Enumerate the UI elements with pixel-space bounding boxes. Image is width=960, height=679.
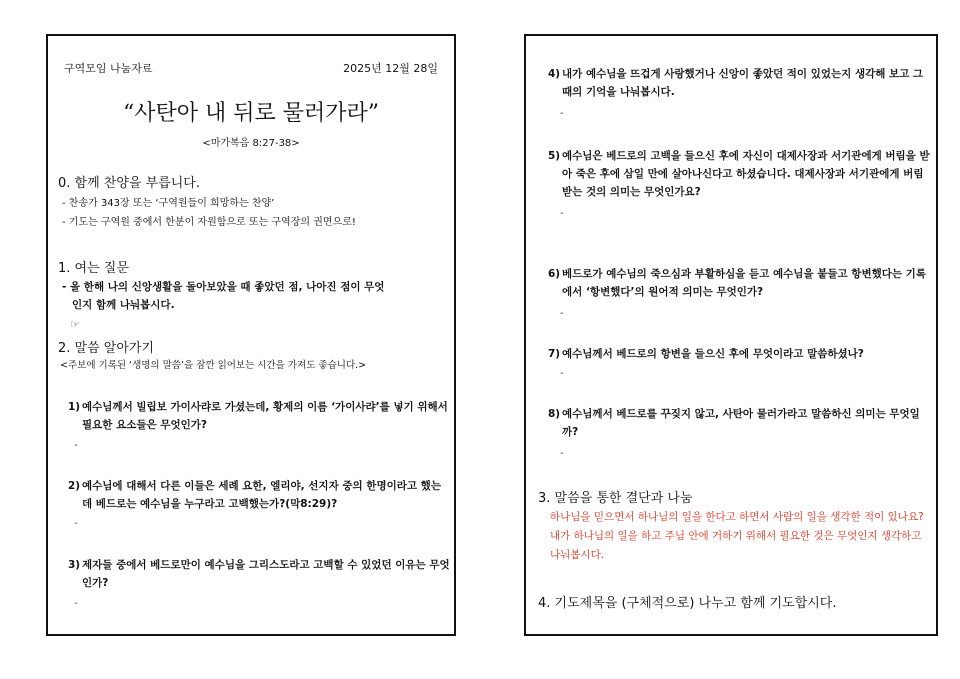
section2-heading: 2. 말씀 알아가기 (58, 341, 155, 356)
question-text: 예수님은 베드로의 고백을 들으신 후에 자신이 대제사장과 서기관에게 버림을 받아 죽은 후에 삼일 만에 살아나신다고 하셨습니다. 대제사장과 서기관에게 버림받는 것의 의미는 무엇인가요? (562, 150, 930, 198)
scripture-reference: <마가복음 8:27-38> (202, 138, 300, 149)
page-title: “사탄아 내 뒤로 물러가라” (123, 101, 379, 126)
question-6 (548, 265, 932, 301)
section1-line-2: 인지 함께 나눠봅시다. (72, 299, 175, 311)
question-4 (548, 65, 932, 101)
question-text: 베드로가 예수님의 죽으심과 부활하심을 듣고 예수님을 붙들고 항변했다는 기록에서 ‘항변했다’의 원어적 의미는 무엇인가? (562, 268, 926, 298)
answer-line: - (560, 448, 564, 459)
question-8 (548, 405, 932, 441)
section4-heading: 4. 기도제목을 (구체적으로) 나누고 함께 기도합시다. (538, 596, 837, 611)
question-number: 2) (68, 480, 81, 492)
question-number: 1) (68, 401, 81, 413)
question-1 (68, 398, 450, 434)
question-number: 8) (548, 408, 561, 420)
answer-line: - (560, 368, 564, 379)
answer-line: - (560, 308, 564, 319)
section1-line-1: - 올 한해 나의 신앙생활을 돌아보았을 때 좋았던 점, 나아진 점이 무엇 (62, 281, 385, 293)
question-number: 5) (548, 150, 561, 162)
section2-note: <주보에 기록된 ‘생명의 말씀’을 잠깐 읽어보는 시간을 가져도 좋습니다.> (60, 360, 367, 371)
question-number: 7) (548, 348, 561, 360)
question-text: 예수님께서 베드로를 꾸짖지 않고, 사탄아 물러가라고 말씀하신 의미는 무엇일까? (562, 408, 920, 438)
right-page (524, 34, 938, 636)
answer-line: - (74, 518, 78, 529)
date-label: 2025년 12월 28일 (343, 62, 438, 75)
header-label: 구역모임 나눔자료 (64, 62, 153, 75)
section1-heading: 1. 여는 질문 (58, 261, 129, 276)
question-text: 예수님에 대해서 다른 이들은 세례 요한, 엘리야, 선지자 중의 한명이라고 했는데 베드로는 예수님을 누구라고 고백했는가?(막8:29)? (82, 480, 441, 510)
pointer-icon: ☞ (70, 318, 80, 331)
question-3 (68, 556, 450, 592)
question-number: 3) (68, 559, 81, 571)
question-text: 제자들 중에서 베드로만이 예수님을 그리스도라고 고백할 수 있었던 이유는 무엇인가? (82, 559, 450, 589)
question-number: 6) (548, 268, 561, 280)
question-5 (548, 147, 932, 201)
section0-line-1: - 찬송가 343장 또는 ‘구역원들이 희망하는 찬양’ (62, 198, 275, 209)
section3-heading: 3. 말씀을 통한 결단과 나눔 (538, 491, 693, 506)
question-text: 내가 예수님을 뜨겁게 사랑했거나 신앙이 좋았던 적이 있었는지 생각해 보고 그 때의 기억을 나눠봅시다. (562, 68, 924, 98)
question-7 (548, 345, 932, 363)
section3-body: 하나님을 믿으면서 하나님의 일을 한다고 하면서 사람의 일을 생각한 적이 있나요? 내가 하나님의 일을 하고 주님 안에 거하기 위해서 필요한 것은 무엇인지 생각하고 나눠봅시다. (550, 511, 924, 561)
answer-line: - (560, 108, 564, 119)
answer-line: - (560, 208, 564, 219)
question-2 (68, 477, 450, 513)
answer-line: - (74, 440, 78, 451)
section0-heading: 0. 함께 찬양을 부릅니다. (58, 176, 200, 191)
question-text: 예수님께서 빌립보 가이사랴로 가셨는데, 황제의 이름 ‘가이사랴’를 넣기 위해서 필요한 요소들은 무엇인가? (82, 401, 448, 431)
section0-line-2: - 기도는 구역원 중에서 한분이 자원함으로 또는 구역장의 권면으로! (62, 217, 356, 228)
question-text: 예수님께서 베드로의 항변을 들으신 후에 무엇이라고 말씀하셨나? (562, 348, 864, 360)
question-number: 4) (548, 68, 561, 80)
answer-line: - (74, 598, 78, 609)
left-page (46, 34, 456, 636)
